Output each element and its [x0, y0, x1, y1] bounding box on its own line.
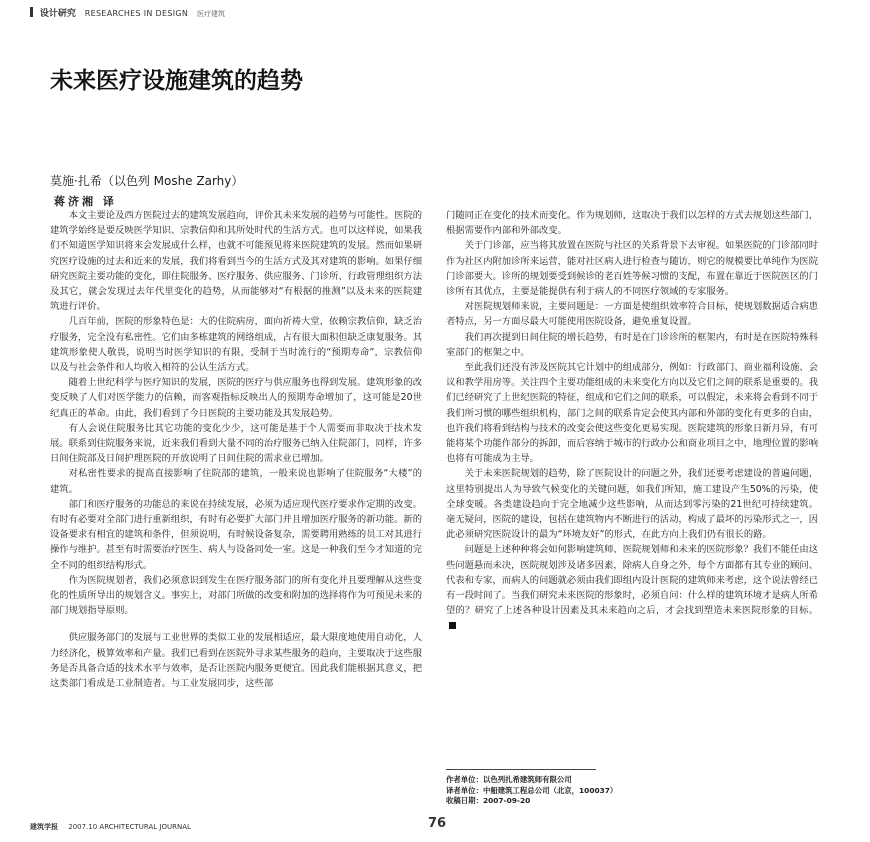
- paragraph: 对医院规划师来说，主要问题是：一方面是使组织效率符合目标，使规划数据适合病患者特点，另一方面尽最大可能使用医院设备，避免重复设置。: [446, 301, 818, 328]
- paragraph: 关于未来医院规划的趋势，除了医院设计的问题之外，我们还要考虑建设的普遍问题，这里特别提出人为导致气候变化的关键问题，如我们所知，施工建设产生50%的污染，使全球变暖。各类建设趋向于完全地减少这些影响，从而达到零污染的21世纪可持续建筑。毫无疑问，医院的建设，包括在建筑物内不断进行的活动，构成了最坏的污染形式之一，因此必须研究医院设计的最为“环境友好”的形式，在此方向上我们仍有很长的路。: [446, 468, 818, 541]
- paragraph: 部门和医疗服务的功能总的来说在持续发展，必须为适应现代医疗要求作定期的改变。有时有必要对全部门进行重新组织，有时有必要扩大部门并且增加医疗服务的新功能。新的设备要求有相宜的建筑和条件，但须说明，有时候设备复杂，需要聘用熟练的员工对其进行操作与维护。甚至有时需要治疗医生、病人与设备同处一室。这是一种我们至今才知道的完全不同的组织结构形式。: [50, 498, 422, 571]
- author-affiliation: 作者单位：以色列扎希建筑师有限公司: [446, 775, 572, 784]
- paragraph: 对私密性要求的提高直接影响了住院部的建筑，一般来说也影响了住院服务“大楼”的建筑。: [50, 468, 422, 495]
- journal-issue: 2007.10 ARCHITECTURAL JOURNAL: [68, 823, 191, 831]
- paragraph: 作为医院规划者，我们必须意识到发生在医疗服务部门的所有变化并且要理解从这些变化的性质所导出的规划含义。事实上，对部门所做的改变和附加的选择将作为可预见未来的部门规划指导原则。: [50, 574, 422, 617]
- author-info: [446, 775, 617, 807]
- body-column-right: [446, 208, 818, 634]
- body-column-left: [50, 208, 422, 691]
- paragraph-text: 问题是上述种种将会如何影响建筑师、医院规划师和未来的医院形象？我们不能任由这些问题悬而未决，医院规划涉及诸多因素，除病人自身之外，每个方面都有其专业的顾问、代表和专家，而病人的问题就必须由我们即组内设计医院的建筑师来考虑，这个说法曾经已有一段时间了。当我们研究未来医院的形象时，必须自问：什么样的建筑环境才是病人所希望的？研究了上述各种设计因素及其未来趋向之后，才会找到塑造未来医院形象的目标。: [446, 544, 818, 617]
- paragraph: 几百年前，医院的形象特色是：大的住院病房，面向祈祷大堂，依赖宗教信仰，缺乏治疗服务，完全没有私密性。它们由多栋建筑的网络组成，占有很大面积但缺乏康复服务。其建筑形象使人敬畏，说明当时医学知识的有限，受制于当时流行的“预期寿命”，宗教信仰以及与社会条件和人均收入相符的公认生活方式。: [50, 316, 422, 374]
- journal-name: 建筑学报: [30, 823, 58, 831]
- paragraph: 关于门诊部，应当将其放置在医院与社区的关系背景下去审视。如果医院的门诊部同时作为社区内附加诊所来运营，能对社区病人进行检查与随访，则它的规模要比单纯作为医院门诊部要大。诊所的规划要受到候诊的老百姓等候习惯的支配，布置在靠近于医院医区的门诊所有其优点，主要是能提供有利于病人的不同医疗领域的专家服务。: [446, 240, 818, 298]
- paragraph: 门随同正在变化的技术而变化。作为规划师，这取决于我们以怎样的方式去规划这些部门，根据需要作内部和外部改变。: [446, 210, 818, 237]
- subsection-name: 医疗建筑: [197, 10, 226, 18]
- paragraph: 至此我们还没有涉及医院其它计划中的组成部分，例如：行政部门、商业福利设施、会议和教学用房等。关注四个主要功能组成的未来变化方向以及它们之间的联系是重要的。我们已经研究了上世纪医院的特征，组成和它们之间的联系，可以假定，未来将会看到不同于我们所习惯的哪些组织机构，部门之间的联系肯定会使其内部和外部的变化有更多的自由，也许我们将看到结构与技术的改变会使这些变化更易实现。医院建筑的形象日新月异，有可能将某个功能作部分的拆卸，而后容纳于城市的行政办公和商业项目之中，地理位置的影响也将有可能成为主导。: [446, 362, 818, 465]
- paragraph: 供应服务部门的发展与工业世界的类似工业的发展相适应，最大限度地使用自动化，人力经济化，极算效率和产量。我们已看到在医院外寻求某些服务的趋向，主要取决于这些服务是否具备合适的技术水平与效率，是否让医院内服务更便宜。因此我们能根据其意义，把这类部门看成是工业制造者。与工业发展同步，这些部: [50, 632, 422, 690]
- article-translator: 蒋济湘 译: [54, 195, 117, 208]
- received-date: 收稿日期：2007-09-20: [446, 796, 531, 806]
- section-name-en: RESEARCHES IN DESIGN: [84, 9, 189, 18]
- section-name: 设计研究: [39, 9, 76, 19]
- paragraph: 有人会说住院服务比其它功能的变化少少，这可能是基于个人需要而非取决于技术发展。联系到住院服务来说，近来我们看到大量不同的治疗服务已纳入住院部门，同样，许多日间住院部及日间护理医院的开放说明了日间住院的需求业已增加。: [50, 422, 422, 465]
- running-header: [30, 6, 225, 19]
- paragraph-final: [446, 542, 818, 633]
- paragraph: 我们再次提到日间住院的增长趋势，有时是在门诊诊所的框架内，有时是在医院特殊科室部门的框架之中。: [446, 331, 818, 358]
- article-title: 未来医疗设施建筑的趋势: [50, 68, 303, 94]
- paragraph: 随着上世纪科学与医疗知识的发展，医院的医疗与供应服务也得到发展。建筑形象的改变反映了人们对医学能力的信赖，而客观指标反映出人的预期寿命增加了，这可能是20世纪真正的革命。由此，我们看到了今日医院的主要功能及其发展趋势。: [50, 377, 422, 419]
- article-author: 莫施·扎希（以色列 Moshe Zarhy）: [50, 174, 244, 188]
- page-footer: [30, 816, 840, 832]
- paragraph: 本文主要论及西方医院过去的建筑发展趋向，评价其未来发展的趋势与可能性。医院的建筑学始终是要反映医学知识、宗教信仰和其所处时代的生活方式。也可以这样说，如果我们不知道医学知识将来会发展成什么样，也就不可能预见将来医院建筑的发展。然而如果研究医疗设施的过去和近来的发展，我们将看到当今的生活方式及其对建筑的影响。如果仔细研究医院主要功能的变化，即住院服务、医疗服务、供应服务、门诊所、行政管理组织方法及其它，就会发现过去年代里变化的趋势，从而能够对“有根据的推测”以及未来的医院建筑进行评价。: [50, 210, 422, 313]
- translator-affiliation: 译者单位：中船建筑工程总公司（北京，100037）: [446, 785, 618, 795]
- divider: [446, 769, 596, 770]
- page-number: 76: [428, 816, 447, 831]
- end-mark-icon: [449, 622, 456, 629]
- header-marker: [30, 7, 33, 17]
